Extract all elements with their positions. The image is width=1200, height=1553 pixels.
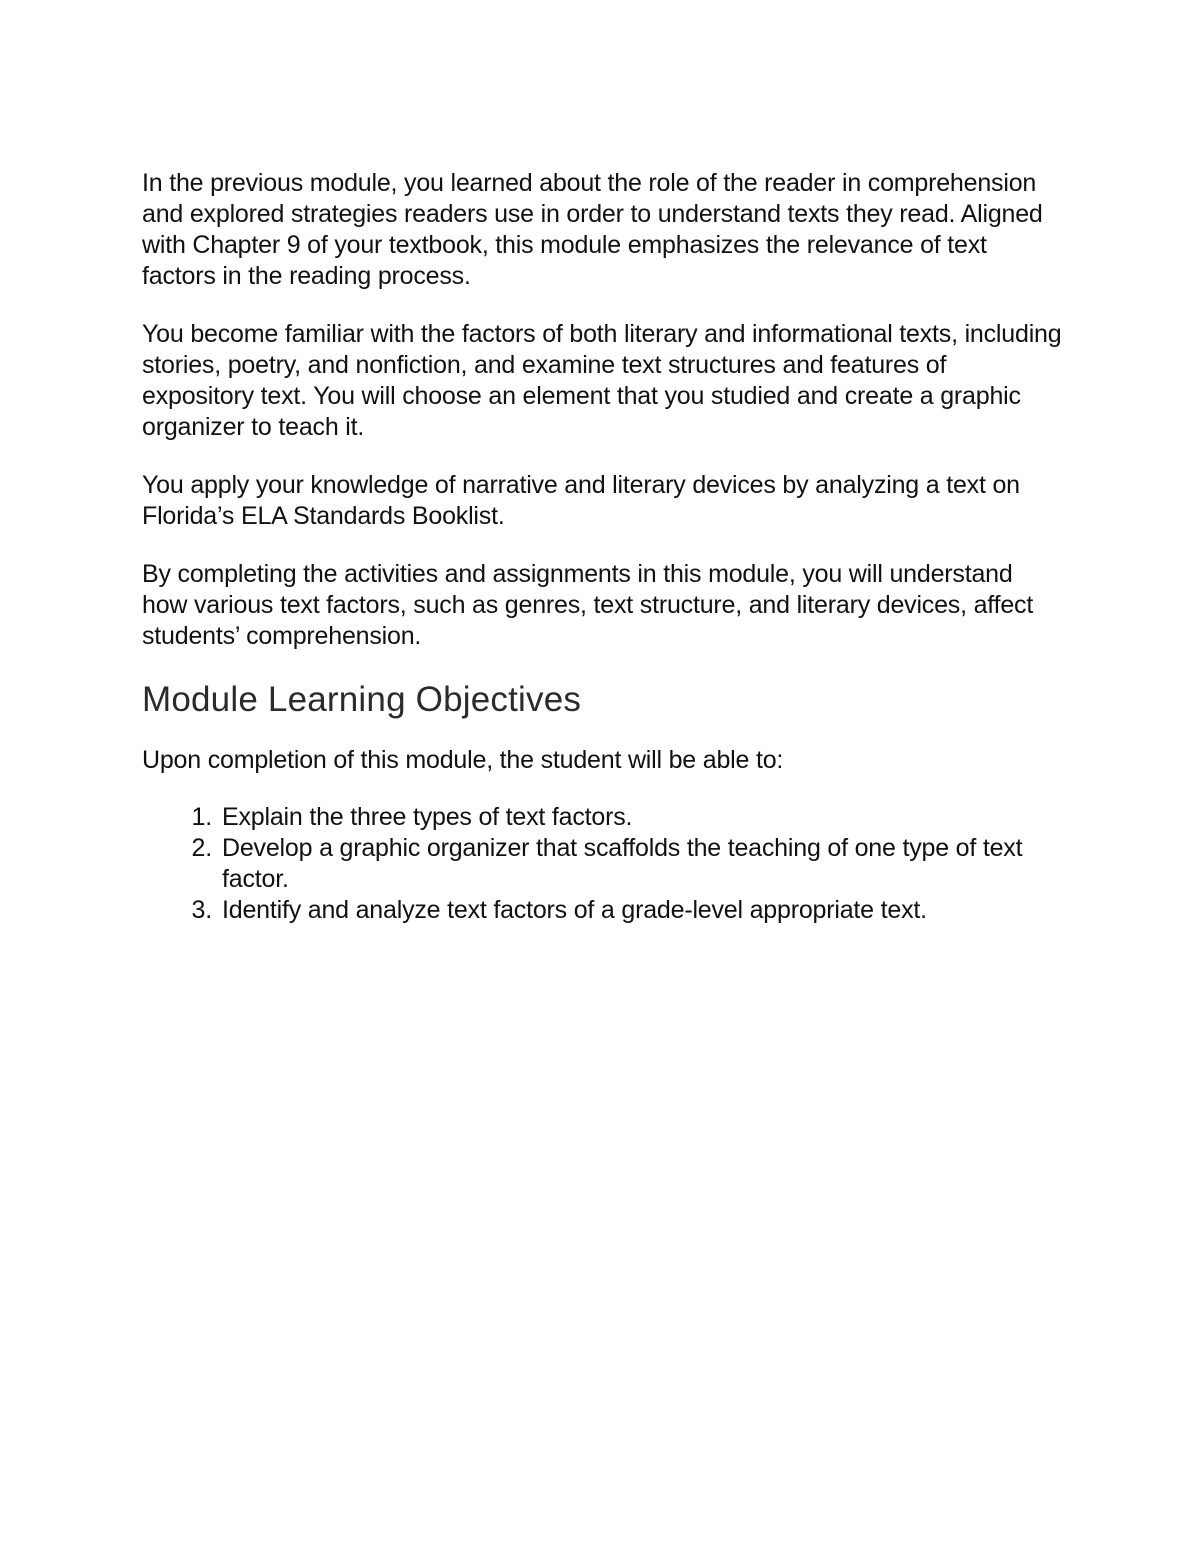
objective-item [142, 833, 1062, 895]
objectives-intro: Upon completion of this module, the student will be able to: [142, 746, 784, 774]
document-page [142, 168, 1062, 926]
objective-text: Develop a graphic organizer that scaffolds the teaching of one type of text factor. [222, 834, 1023, 893]
objectives-list [142, 802, 1062, 926]
paragraph-apply-knowledge: You apply your knowledge of narrative and literary devices by analyzing a text on Florida’s ELA Standards Booklist. [142, 471, 1020, 530]
objective-number: 1. [191, 803, 212, 831]
paragraph-previous-module: In the previous module, you learned about the role of the reader in comprehension and explored strategies readers use in order to understand texts they read. Aligned with Chapter 9 of your textbook, this module emphasizes the relevance of text factors in the reading process. [142, 169, 1043, 290]
objective-item [142, 895, 1062, 926]
paragraph-text-factors: You become familiar with the factors of both literary and informational texts, including stories, poetry, and nonfiction, and examine text structures and features of expository text. You will choose an element that you studied and create a graphic organizer to teach it. [142, 320, 1062, 441]
objective-text: Explain the three types of text factors. [222, 803, 633, 831]
objective-text: Identify and analyze text factors of a grade-level appropriate text. [222, 896, 927, 924]
objectives-heading: Module Learning Objectives [142, 680, 582, 719]
paragraph-completing-activities: By completing the activities and assignments in this module, you will understand how various text factors, such as genres, text structure, and literary devices, affect students’ comprehension. [142, 560, 1034, 650]
objective-number: 3. [191, 896, 212, 924]
objective-item [142, 802, 1062, 833]
objective-number: 2. [191, 834, 212, 862]
